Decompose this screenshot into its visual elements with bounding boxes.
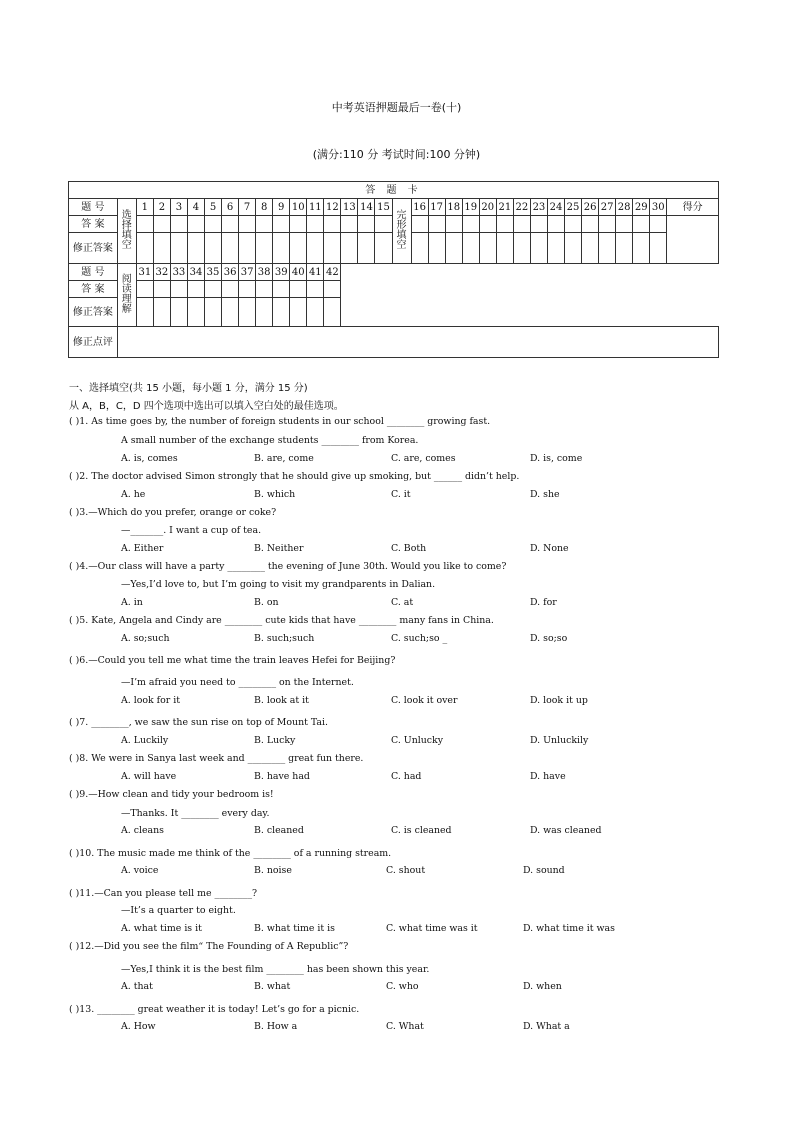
corrected-cell (153, 298, 170, 327)
answer-cell (290, 216, 307, 233)
corrected-cell (411, 233, 428, 264)
answer-option: A. look for it (121, 695, 181, 706)
corrected-cell (187, 298, 204, 327)
corrected-cell (324, 233, 341, 264)
question-number-cell: 27 (599, 199, 616, 216)
question-number-cell: 18 (445, 199, 462, 216)
answer-cell (290, 281, 307, 298)
corrected-cell (222, 233, 239, 264)
answer-option: C. what time was it (386, 923, 478, 934)
page-subtitle: (满分:110 分 考试时间:100 分钟) (312, 148, 481, 161)
row-label-comment: 修正点评 (69, 327, 118, 358)
question-number-cell: 15 (375, 199, 392, 216)
answer-cell (358, 216, 375, 233)
answer-option: B. have had (254, 771, 310, 782)
answer-cell (273, 216, 290, 233)
corrected-cell (290, 298, 307, 327)
answer-option: C. What (386, 1021, 424, 1032)
corrected-cell (170, 233, 187, 264)
answer-option: D. was cleaned (530, 825, 602, 836)
question-stem: ( )2. The doctor advised Simon strongly that he should give up smoking, but ______ didn’t help. (69, 471, 520, 482)
answer-option: C. is cleaned (391, 825, 452, 836)
group-label-choice: 选择填空 (117, 199, 136, 264)
answer-cell (170, 281, 187, 298)
question-number-cell: 38 (256, 264, 273, 281)
answer-cell (136, 281, 153, 298)
answer-cell (445, 216, 462, 233)
answer-option: B. Lucky (254, 735, 296, 746)
row-label-num: 题 号 (69, 199, 118, 216)
question-number-cell: 21 (496, 199, 513, 216)
card-header: 答 题 卡 (69, 182, 719, 199)
answer-option: D. she (530, 489, 560, 500)
question-stem-line2: —It’s a quarter to eight. (121, 905, 236, 916)
answer-option: B. Neither (254, 543, 304, 554)
answer-cell (187, 281, 204, 298)
corrected-cell (256, 298, 273, 327)
answer-cell (153, 281, 170, 298)
answer-option: C. shout (386, 865, 426, 876)
corrected-cell (290, 233, 307, 264)
answer-cell (547, 216, 564, 233)
corrected-cell (547, 233, 564, 264)
answer-option: A. in (121, 597, 143, 608)
answer-cell (530, 216, 547, 233)
answer-cell (341, 216, 358, 233)
question-number-cell: 30 (650, 199, 667, 216)
answer-option: A. so;such (121, 633, 170, 644)
answer-option: A. cleans (121, 825, 164, 836)
section-heading: 一、选择填空(共 15 小题，每小题 1 分，满分 15 分) (69, 383, 308, 394)
corrected-cell (375, 233, 392, 264)
question-stem-line2: —Yes,I think it is the best film ________ has been shown this year. (121, 964, 430, 975)
question-number-cell: 1 (136, 199, 153, 216)
question-number-cell: 11 (307, 199, 324, 216)
question-stem: ( )8. We were in Sanya last week and ________ great fun there. (69, 753, 364, 764)
answer-option: D. Unluckily (530, 735, 589, 746)
question-number-cell: 34 (187, 264, 204, 281)
question-number-cell: 31 (136, 264, 153, 281)
row-label-corrected: 修正答案 (69, 298, 118, 327)
answer-cell (513, 216, 530, 233)
answer-cell (239, 281, 256, 298)
answer-cell (616, 216, 633, 233)
corrected-cell (428, 233, 445, 264)
answer-option: A. he (121, 489, 146, 500)
answer-option: A. what time is it (121, 923, 202, 934)
answer-option: A. is, comes (121, 453, 178, 464)
corrected-cell (136, 298, 153, 327)
question-number-cell: 28 (616, 199, 633, 216)
answer-cell (324, 216, 341, 233)
answer-cell (187, 216, 204, 233)
question-number-cell: 39 (273, 264, 290, 281)
corrected-cell (222, 298, 239, 327)
corrected-cell (445, 233, 462, 264)
question-number-cell: 6 (222, 199, 239, 216)
corrected-cell (462, 233, 479, 264)
answer-cell (307, 281, 324, 298)
answer-option: B. which (254, 489, 296, 500)
question-number-cell: 16 (411, 199, 428, 216)
corrected-cell (136, 233, 153, 264)
corrected-cell (565, 233, 582, 264)
question-number-cell: 35 (205, 264, 222, 281)
answer-cell (375, 216, 392, 233)
question-number-cell: 23 (530, 199, 547, 216)
answer-option: B. what time it is (254, 923, 335, 934)
corrected-cell (273, 233, 290, 264)
question-number-cell: 19 (462, 199, 479, 216)
answer-option: C. Both (391, 543, 427, 554)
corrected-cell (358, 233, 375, 264)
answer-option: B. cleaned (254, 825, 304, 836)
corrected-cell (205, 298, 222, 327)
question-number-cell: 42 (324, 264, 341, 281)
comment-cell (117, 327, 718, 358)
row-label-answer: 答 案 (69, 281, 118, 298)
corrected-cell (273, 298, 290, 327)
question-stem-line2: —Thanks. It ________ every day. (121, 808, 270, 819)
question-stem: ( )12.—Did you see the film“ The Founding of A Republic”? (69, 941, 349, 952)
answer-cell (273, 281, 290, 298)
answer-cell (428, 216, 445, 233)
question-number-cell: 8 (256, 199, 273, 216)
answer-option: B. How a (254, 1021, 298, 1032)
question-number-cell: 22 (513, 199, 530, 216)
answer-cell (462, 216, 479, 233)
answer-option: C. are, comes (391, 453, 456, 464)
answer-option: A. How (121, 1021, 156, 1032)
question-stem-line2: —_______. I want a cup of tea. (121, 525, 262, 536)
question-stem: ( )9.—How clean and tidy your bedroom is! (69, 789, 274, 800)
question-stem: ( )6.—Could you tell me what time the train leaves Hefei for Beijing? (69, 655, 396, 666)
question-number-cell: 20 (479, 199, 496, 216)
answer-option: A. Either (121, 543, 164, 554)
question-number-cell: 4 (187, 199, 204, 216)
question-number-cell: 24 (547, 199, 564, 216)
question-stem: ( )13. ________ great weather it is today! Let’s go for a picnic. (69, 1004, 360, 1015)
corrected-cell (153, 233, 170, 264)
question-number-cell: 10 (290, 199, 307, 216)
corrected-cell (324, 298, 341, 327)
answer-cell (650, 216, 667, 233)
question-number-cell: 41 (307, 264, 324, 281)
answer-option: A. will have (121, 771, 177, 782)
answer-cell (256, 281, 273, 298)
question-stem: ( )7. ________, we saw the sun rise on top of Mount Tai. (69, 717, 328, 728)
answer-option: C. who (386, 981, 419, 992)
question-number-cell: 26 (582, 199, 599, 216)
answer-option: D. What a (523, 1021, 570, 1032)
answer-option: B. look at it (254, 695, 309, 706)
group-label-cloze: 完形填空 (392, 199, 411, 264)
answer-option: C. at (391, 597, 414, 608)
question-stem: ( )11.—Can you please tell me ________? (69, 888, 258, 899)
question-stem-line2: —Yes,I’d love to, but I’m going to visit my grandparents in Dalian. (121, 579, 436, 590)
question-number-cell: 37 (239, 264, 256, 281)
answer-option: A. voice (121, 865, 159, 876)
question-stem: ( )5. Kate, Angela and Cindy are ________ cute kids that have ________ many fans in China. (69, 615, 494, 626)
row-label-answer: 答 案 (69, 216, 118, 233)
answer-option: B. what (254, 981, 291, 992)
question-number-cell: 2 (153, 199, 170, 216)
answer-cell (153, 216, 170, 233)
question-number-cell: 14 (358, 199, 375, 216)
corrected-cell (633, 233, 650, 264)
answer-option: D. look it up (530, 695, 588, 706)
answer-option: D. so;so (530, 633, 568, 644)
answer-card (68, 181, 719, 358)
answer-cell (256, 216, 273, 233)
question-number-cell: 7 (239, 199, 256, 216)
question-number-cell: 40 (290, 264, 307, 281)
corrected-cell (307, 298, 324, 327)
question-number-cell: 25 (565, 199, 582, 216)
answer-cell (599, 216, 616, 233)
question-number-cell: 12 (324, 199, 341, 216)
answer-option: B. such;such (254, 633, 315, 644)
answer-cell (136, 216, 153, 233)
answer-cell (239, 216, 256, 233)
question-number-cell: 29 (633, 199, 650, 216)
question-number-cell: 13 (341, 199, 358, 216)
corrected-cell (582, 233, 599, 264)
answer-cell (633, 216, 650, 233)
answer-option: D. is, come (530, 453, 583, 464)
corrected-cell (496, 233, 513, 264)
group-label-reading: 阅读理解 (117, 264, 136, 327)
corrected-cell (650, 233, 667, 264)
answer-option: A. Luckily (121, 735, 169, 746)
answer-option: D. when (523, 981, 562, 992)
score-label: 得分 (667, 199, 719, 216)
answer-option: C. had (391, 771, 422, 782)
answer-option: D. have (530, 771, 566, 782)
answer-option: D. for (530, 597, 557, 608)
answer-option: B. on (254, 597, 279, 608)
question-stem: ( )3.—Which do you prefer, orange or coke? (69, 507, 277, 518)
question-number-cell: 32 (153, 264, 170, 281)
question-stem: ( )10. The music made me think of the ________ of a running stream. (69, 848, 392, 859)
answer-option: B. are, come (254, 453, 314, 464)
corrected-cell (205, 233, 222, 264)
answer-cell (307, 216, 324, 233)
corrected-cell (256, 233, 273, 264)
answer-cell (582, 216, 599, 233)
question-stem: ( )4.—Our class will have a party ________ the evening of June 30th. Would you like to come? (69, 561, 507, 572)
answer-cell (496, 216, 513, 233)
corrected-cell (530, 233, 547, 264)
answer-cell (222, 216, 239, 233)
answer-cell (479, 216, 496, 233)
question-number-cell: 9 (273, 199, 290, 216)
answer-cell (170, 216, 187, 233)
row-label-corrected: 修正答案 (69, 233, 118, 264)
answer-option: C. it (391, 489, 411, 500)
section-instruction: 从 A，B，C，D 四个选项中选出可以填入空白处的最佳选项。 (69, 401, 344, 412)
corrected-cell (599, 233, 616, 264)
answer-cell (565, 216, 582, 233)
question-number-cell: 5 (205, 199, 222, 216)
corrected-cell (239, 298, 256, 327)
question-number-cell: 36 (222, 264, 239, 281)
answer-option: A. that (121, 981, 153, 992)
question-stem: ( )1. As time goes by, the number of foreign students in our school ________ growing fast. (69, 416, 491, 427)
question-number-cell: 17 (428, 199, 445, 216)
question-number-cell: 3 (170, 199, 187, 216)
answer-cell (205, 216, 222, 233)
answer-cell (222, 281, 239, 298)
answer-option: D. None (530, 543, 569, 554)
corrected-cell (307, 233, 324, 264)
answer-option: C. Unlucky (391, 735, 444, 746)
corrected-cell (170, 298, 187, 327)
answer-option: C. such;so _ (391, 633, 448, 644)
question-stem-line2: —I’m afraid you need to ________ on the Internet. (121, 677, 354, 688)
answer-option: C. look it over (391, 695, 458, 706)
answer-cell (205, 281, 222, 298)
answer-cell (324, 281, 341, 298)
corrected-cell (187, 233, 204, 264)
corrected-cell (479, 233, 496, 264)
row-label-num: 题 号 (69, 264, 118, 281)
question-stem-line2: A small number of the exchange students ________ from Korea. (121, 435, 419, 446)
corrected-cell (341, 233, 358, 264)
corrected-cell (513, 233, 530, 264)
answer-option: D. sound (523, 865, 565, 876)
question-number-cell: 33 (170, 264, 187, 281)
answer-option: B. noise (254, 865, 292, 876)
score-cell (667, 216, 719, 264)
corrected-cell (616, 233, 633, 264)
answer-cell (411, 216, 428, 233)
corrected-cell (239, 233, 256, 264)
page-title: 中考英语押题最后一卷(十) (331, 101, 462, 114)
blank-area (341, 264, 719, 327)
answer-option: D. what time it was (523, 923, 615, 934)
